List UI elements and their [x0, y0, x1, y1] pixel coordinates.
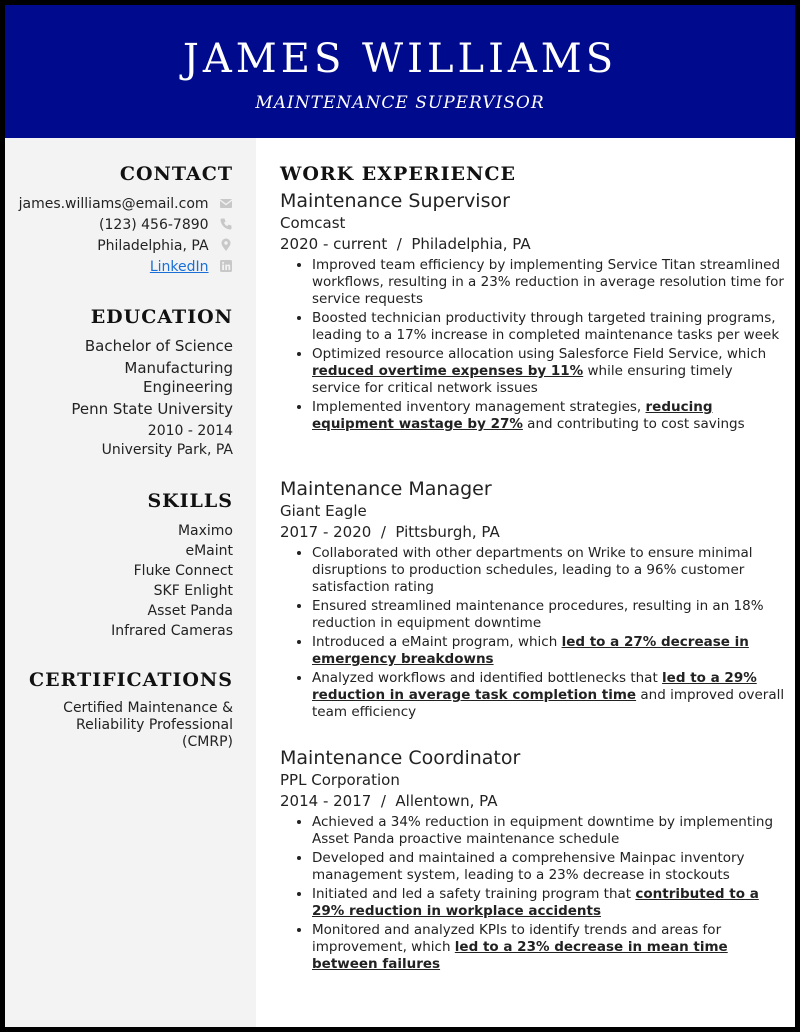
education-years: 2010 - 2014 — [147, 423, 233, 439]
highlight-text: led to a 29% reduction in average task completion time — [312, 670, 757, 703]
job-title: Maintenance Coordinator — [280, 747, 521, 769]
candidate-name: JAMES WILLIAMS — [182, 36, 618, 82]
certifications-section — [18, 668, 233, 751]
phone-icon — [219, 217, 233, 231]
job-entry — [280, 189, 785, 435]
linkedin-icon — [219, 259, 233, 273]
certification-item: Certified Maintenance & Reliability Professional (CMRP) — [63, 700, 233, 750]
highlight-text: reducing equipment wastage by 27% — [312, 399, 713, 432]
skill-item: Maximo — [177, 523, 233, 539]
job-bullets — [280, 814, 785, 973]
bullet-item: • Collaborated with other departments on Wrike to ensure minimal disruptions to production schedules, leading to a 96% customer satisfaction rating — [312, 545, 785, 596]
work-experience-heading: WORK EXPERIENCE — [280, 163, 516, 185]
contact-linkedin-row — [18, 257, 233, 278]
bullet-item: • Developed and maintained a comprehensive Mainpac inventory management system, leading to a 23% decrease in stockouts — [312, 850, 785, 884]
education-section — [18, 305, 233, 460]
job-company: Giant Eagle — [280, 502, 367, 520]
contact-location: Philadelphia, PA — [97, 238, 209, 254]
bullet-item: • Ensured streamlined maintenance procedures, resulting in an 18% reduction in equipment downtime — [312, 598, 785, 632]
skill-item: Infrared Cameras — [111, 623, 233, 639]
bullet-item: • Introduced a eMaint program, which led to a 27% decrease in emergency breakdowns — [312, 634, 785, 668]
job-title: Maintenance Manager — [280, 478, 492, 500]
job-entry — [280, 746, 785, 975]
education-school: Penn State University — [71, 400, 233, 418]
certifications-heading: CERTIFICATIONS — [29, 669, 233, 691]
job-dates-location: 2017 - 2020 / Pittsburgh, PA — [280, 523, 500, 541]
job-company: Comcast — [280, 214, 346, 232]
bullet-item: • Initiated and led a safety training program that contributed to a 29% reduction in workplace accidents — [312, 886, 785, 920]
education-location: University Park, PA — [101, 442, 233, 458]
bullet-item: • Improved team efficiency by implementing Service Titan streamlined workflows, resulting in a 23% reduction in average resolution time for service requests — [312, 257, 785, 308]
sidebar — [5, 138, 256, 1027]
job-company: PPL Corporation — [280, 771, 400, 789]
job-bullets — [280, 257, 785, 433]
skills-list — [18, 521, 233, 641]
contact-location-row — [18, 236, 233, 257]
job-title: Maintenance Supervisor — [280, 190, 510, 212]
education-heading: EDUCATION — [90, 306, 233, 328]
contact-phone: (123) 456-7890 — [99, 217, 209, 233]
contact-email: james.williams@email.com — [18, 196, 209, 212]
resume-header — [5, 5, 795, 138]
skill-item: SKF Enlight — [153, 583, 233, 599]
highlight-text: contributed to a 29% reduction in workplace accidents — [312, 886, 759, 919]
bullet-item: • Achieved a 34% reduction in equipment downtime by implementing Asset Panda proactive maintenance schedule — [312, 814, 785, 848]
bullet-item: • Optimized resource allocation using Salesforce Field Service, which reduced overtime expenses by 11% while ensuring timely service for critical network issues — [312, 346, 785, 397]
skill-item: eMaint — [185, 543, 233, 559]
contact-email-row — [18, 194, 233, 215]
skill-item: Fluke Connect — [133, 563, 233, 579]
envelope-icon — [219, 196, 233, 210]
job-entry — [280, 477, 785, 723]
job-dates-location: 2020 - current / Philadelphia, PA — [280, 235, 531, 253]
contact-phone-row — [18, 215, 233, 236]
skill-item: Asset Panda — [147, 603, 233, 619]
candidate-title: MAINTENANCE SUPERVISOR — [255, 93, 545, 113]
job-dates-location: 2014 - 2017 / Allentown, PA — [280, 792, 498, 810]
bullet-item: • Boosted technician productivity through targeted training programs, leading to a 17% increase in completed maintenance tasks per week — [312, 310, 785, 344]
skills-section — [18, 489, 233, 641]
job-bullets — [280, 545, 785, 721]
resume-page — [5, 5, 795, 1027]
contact-heading: CONTACT — [119, 163, 233, 185]
bullet-item: • Analyzed workflows and identified bottlenecks that led to a 29% reduction in average task completion time and improved overall team efficiency — [312, 670, 785, 721]
highlight-text: led to a 27% decrease in emergency breakdowns — [312, 634, 749, 667]
highlight-text: led to a 23% decrease in mean time between failures — [312, 939, 728, 972]
bullet-item: • Monitored and analyzed KPIs to identify trends and areas for improvement, which led to a 23% decrease in mean time between failures — [312, 922, 785, 973]
education-major: Manufacturing Engineering — [124, 359, 233, 396]
bullet-item: • Implemented inventory management strategies, reducing equipment wastage by 27% and contributing to cost savings — [312, 399, 785, 433]
linkedin-link[interactable]: LinkedIn — [149, 259, 209, 275]
contact-section — [18, 162, 233, 278]
highlight-text: reduced overtime expenses by 11% — [312, 363, 584, 379]
map-pin-icon — [219, 238, 233, 252]
education-degree: Bachelor of Science — [84, 337, 233, 355]
skills-heading: SKILLS — [147, 490, 233, 512]
